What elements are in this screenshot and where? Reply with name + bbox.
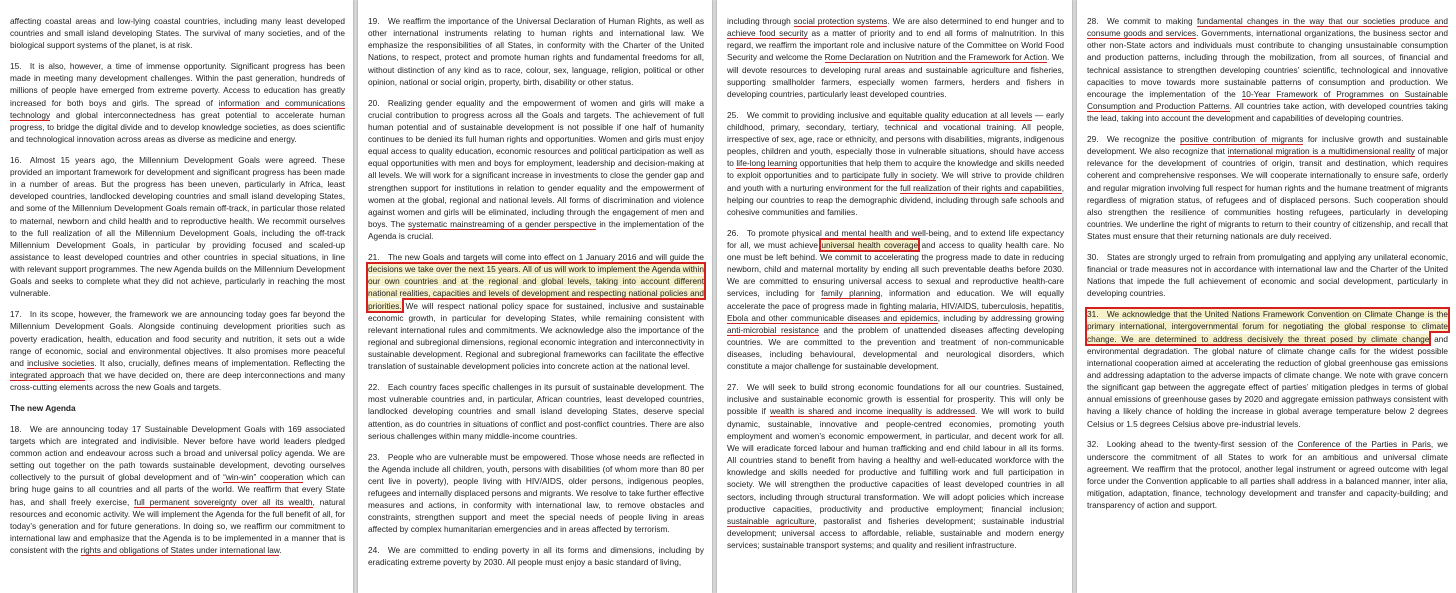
text-run: 20. Realizing gender equality and the empowerment of women and girls will make a crucial contribution to progress across all the Goals and targets. The achievement of full human potential and of sustainable development is not possible if one half of humanity continues to be denied its full human rights and opportunities. Women and girls must enjoy equal access to quality education, economic resources and political participation as well as equal opportunities with men and boys for employment, leadership and decision-making at all levels. We will work for a significant increase in investments to close the gender gap and strengthen support for institutions in relation to gender equality and the empowerment of women at the global, regional and national levels. All forms of discrimination and violence against women and girls will be eliminated, including through the engagement of men and boys. The <box>368 97 704 230</box>
underlined-annotation: 10-Year Framework of Programmes on Sustainable Consumption and Production Patterns <box>1087 88 1448 112</box>
text-run: The new Agenda <box>10 402 76 413</box>
text-run: 19. We reaffirm the importance of the Universal Declaration of Human Rights, as well as other international instruments relating to human rights and international law. We emphasize the responsibilities of all States, in conformity with the Charter of the United Nations, to respect, protect and promote human rights and fundamental freedoms for all, without distinction of any kind as to race, colour, sex, language, religion, political or other opinion, national or social origin, property, birth, disability or other status. <box>368 16 704 87</box>
paragraph <box>1087 251 1448 300</box>
text-run: . All countries take action, with developed countries taking the lead, taking into account the development and capabilities of developing countries. <box>1087 101 1448 124</box>
underlined-annotation: fighting malaria, HIV/AIDS, tuberculosis, hepatitis, Ebola and other communicable diseases and epidemics <box>727 300 1064 323</box>
paragraph <box>727 109 1064 218</box>
document-page-1 <box>0 0 353 593</box>
section-heading <box>10 402 345 414</box>
paragraph <box>10 423 345 557</box>
paragraph <box>10 308 345 393</box>
underlined-annotation: Conference of the Parties in Paris <box>1297 439 1431 450</box>
text-run: which can bring huge gains to all countries and all parts of the world. We reaffirm that every State has, and shall freely exercise, <box>10 472 345 507</box>
text-run: , pastoralist and fisheries development; sustainable industrial development; universal access to affordable, reliable, sustainable and modern energy services; sustainable transport systems; and quality and resilient infrastructure. <box>727 515 1064 551</box>
highlighted-annotation: 31. We acknowledge that the United Nations Framework Convention on Climate Change is the primary international, intergovernmental forum for negotiating the global response to climate change. We are determined to address decisively the threat posed by climate change <box>1087 309 1448 344</box>
text-run: opportunities that help them to acquire the knowledge and skills needed to exploit opportunities and to <box>727 158 1064 181</box>
text-run: that we have decided on, there are deep interconnections and many cross-cutting elements across the new Goals and targets. <box>10 370 345 393</box>
text-run: for inclusive growth and sustainable development. We also recognize that <box>1087 134 1448 157</box>
text-run: , helping our countries to reap the demographic dividend, including through safe schools and cohesive communities and families. <box>727 182 1064 217</box>
underlined-annotation: participate fully in society <box>841 170 937 181</box>
underlined-annotation: social protection systems <box>793 16 888 26</box>
text-run: 16. Almost 15 years ago, the Millennium Development Goals were agreed. These provided an important framework for development and significant progress has been made in a number of areas. But the progress has been uneven, particularly in Africa, least developed countries, landlocked developing countries and small island developing States, and some of the Millennium Development Goals remain off-track, in particular those related to maternal, newborn and child health and to reproductive health. We recommit ourselves to the full realization of all the Millennium Development Goals, including the off-track Millennium Development Goals, in particular by providing focused and scaled-up assistance to least developed countries and other countries in special situations, in line with relevant support programmes. The new Agenda builds on the Millennium Development Goals and seeks to complete what they did not achieve, particularly in reaching the most vulnerable. <box>10 154 345 299</box>
text-run: . We are also determined to end hunger and to <box>887 16 1064 26</box>
document-page-2 <box>358 0 712 593</box>
paragraph <box>1087 308 1448 430</box>
paragraph <box>1087 133 1448 242</box>
text-run: including through <box>727 16 794 26</box>
underlined-annotation: rights and obligations of States under international law <box>80 545 280 556</box>
underlined-annotation: fundamental changes in the way that our societies produce and consume goods and services <box>1087 16 1449 39</box>
underlined-annotation: “win-win” cooperation <box>223 472 304 483</box>
text-run: . We will work to build dynamic, sustainable, innovative and people-centred economies, promoting youth employment and women’s economic empowerment, in particular, and decent work for all. We will eradicate forced labour and human trafficking and end child labour in all its forms. All countries stand to benefit from having a healthy and well-educated workforce with the knowledge and skills needed for productive and fulfilling work and full participation in society. We will strengthen the productive capacities of least developed countries in all sectors, including through structural transformation. We will adopt policies which increase productive capacities, productivity and productive employment; financial inclusion; <box>727 406 1064 514</box>
text-run: , including by addressing growing <box>937 312 1064 323</box>
underlined-annotation: international migration is a multidimensional reality <box>1227 146 1415 157</box>
underlined-annotation: integrated approach <box>10 370 85 380</box>
text-run: 32. Looking ahead to the twenty-first session of the <box>1087 439 1298 450</box>
text-run: 22. Each country faces specific challenges in its pursuit of sustainable development. The most vulnerable countries and, in particular, African countries, least developed countries, landlocked developing countries and small island developing States, deserve special attention, as do countries in situations of conflict and post-conflict countries. There are also serious challenges within many middle-income countries. <box>368 382 704 441</box>
underlined-annotation: sustainable agriculture <box>727 515 815 526</box>
text-run: of major relevance for the development of countries of origin, transit and destination, which requires coherent and comprehensive responses. We will cooperate internationally to ensure safe, orderly and regular migration involving full respect for human rights and the humane treatment of migrants regardless of migration status, of refugees and of displaced persons. Such cooperation should also strengthen the resilience of communities hosting refugees, particularly in developing countries. We underline the right of migrants to return to their country of citizenship, and recall that States must ensure that their returning nationals are duly received. <box>1087 146 1448 242</box>
paragraph <box>368 97 704 243</box>
text-run: — early childhood, primary, secondary, tertiary, technical and vocational training. All people, irrespective of sex, age, race or ethnicity, and persons with disabilities, migrants, indigenous peoples, children and youth, especially those in vulnerable situations, should have access to <box>727 109 1065 169</box>
text-run: and global interconnectedness has great potential to accelerate human progress, to bridge the digital divide and to develop knowledge societies, as does scientific and technological innovation across areas as diverse as medicine and energy. <box>10 109 345 144</box>
highlighted-annotation: decisions we take over the next 15 years. All of us will work to implement the Agenda within our own countries and at the regional and global levels, taking into account different national realities, capacities and levels of development and respecting national policies and priorities. <box>368 264 704 311</box>
text-run: and access to quality health care. No one must be left behind. We commit to accelerating the progress made to date in reducing newborn, child and maternal mortality by ending all such preventable deaths before 2030. We are committed to ensuring universal access to sexual and reproductive health-care services, including for <box>727 239 1064 299</box>
underlined-annotation: inclusive societies <box>27 357 95 368</box>
text-run: as a matter of priority and to end all forms of malnutrition. In this regard, we reaffirm the important role and inclusive nature of the Committee on World Food Security and welcome the <box>727 28 1064 63</box>
text-run: , natural resources and economic activity. We will implement the Agenda for the full benefit of all, for today’s generation and for future generations. In doing so, we reaffirm our commitment to international law and emphasize that the Agenda is to be implemented in a manner that is consistent with the <box>10 496 345 556</box>
text-run: 27. We will seek to build strong economic foundations for all our countries. Sustained, inclusive and sustainable economic growth is essential for prosperity. This will only be possible if <box>727 382 1064 417</box>
underlined-annotation: family planning <box>821 288 881 299</box>
paragraph <box>10 15 345 51</box>
highlighted-annotation: universal health coverage <box>821 239 919 250</box>
text-run: , we underscore the commitment of all States to work for an ambitious and universal climate agreement. We reaffirm that the protocol, another legal instrument or agreed outcome with legal force under the Convention applicable to all parties shall address in a balanced manner, inter alia, mitigation, adaptation, finance, technology development and transfer and capacity-building; and transparency of action and support. <box>1087 439 1448 511</box>
text-run: 18. We are announcing today 17 Sustainable Development Goals with 169 associated targets which are integrated and indivisible. Never before have world leaders pledged common action and endeavour across such a broad and universal policy agenda. We are setting out together on the path towards sustainable development, devoting ourselves collectively to the pursuit of global development and of <box>10 423 345 483</box>
underlined-annotation: achieve food security <box>727 28 808 39</box>
text-run: . It also, crucially, defines means of implementation. Reflecting the <box>94 357 346 368</box>
text-run: 30. States are strongly urged to refrain from promulgating and applying any unilateral economic, financial or trade measures not in accordance with international law and the Charter of the United Nations that impede the full achievement of economic and social development, particularly in developing countries. <box>1087 252 1448 299</box>
underlined-annotation: information and communications technology <box>10 97 345 120</box>
underlined-annotation: full realization of their rights and capabilities <box>900 182 1062 193</box>
underlined-annotation: wealth is shared and income inequality is addressed <box>769 406 975 417</box>
paragraph <box>368 544 704 568</box>
underlined-annotation: equitable quality education at all levels <box>888 109 1033 120</box>
underlined-annotation: anti-microbial resistance <box>727 324 819 335</box>
paragraph <box>727 381 1064 551</box>
paragraph <box>368 15 704 88</box>
text-run: 17. In its scope, however, the framework we are announcing today goes far beyond the Millennium Development Goals. Alongside continuing development priorities such as poverty eradication, health, education and food security and nutrition, it sets out a wide range of economic, social and environmental objectives. It also promises more peaceful and <box>10 309 345 368</box>
text-run: 23. People who are vulnerable must be empowered. Those whose needs are reflected in the Agenda include all children, youth, persons with disabilities (of whom more than 80 per cent live in poverty), people living with HIV/AIDS, older persons, indigenous peoples, refugees and internally displaced persons and migrants. We resolve to take further effective measures and actions, in conformity with international law, to remove obstacles and constraints, strengthen support and meet the special needs of people living in areas affected by complex humanitarian emergencies and in areas affected by terrorism. <box>368 451 704 535</box>
paragraph <box>368 451 704 536</box>
text-run: 15. It is also, however, a time of immense opportunity. Significant progress has been made in meeting many development challenges. Within the past generation, hundreds of millions of people have emerged from extreme poverty. Access to education has greatly increased for both boys and girls. The spread of <box>10 61 345 108</box>
underlined-annotation: Rome Declaration on Nutrition and the Framework for Action <box>824 52 1048 63</box>
text-run: We will respect national policy space for sustained, inclusive and sustainable economic growth, in particular for developing States, while remaining consistent with relevant international rules and commitments. We acknowledge also the importance of the regional and subregional dimensions, regional economic integration and interconnectivity in sustainable development. Regional and subregional frameworks can facilitate the effective translation of sustainable development policies into concrete action at the national level. <box>368 300 704 372</box>
text-run: . We will devote resources to developing rural areas and sustainable agriculture and fisheries, supporting smallholder farmers, especially women farmers, herders and fishers in developing countries, particularly least developed countries. <box>727 52 1065 99</box>
underlined-annotation: systematic mainstreaming of a gender perspective <box>407 219 597 230</box>
underlined-annotation: full permanent sovereignty over all its wealth <box>134 496 313 507</box>
text-run: 26. To promote physical and mental health and well-being, and to extend life expectancy for all, we must achieve <box>727 227 1064 250</box>
text-run: 28. We commit to making <box>1087 16 1197 26</box>
text-run: . We will strive to provide children and youth with a nurturing environment for the <box>727 170 1064 193</box>
document-page-4 <box>1077 0 1456 593</box>
text-run: and the problem of unattended diseases affecting developing countries. We are committed to the prevention and treatment of non-communicable diseases, including behavioural, developmental and neurological disorders, which constitute a major challenge for sustainable development. <box>727 324 1064 372</box>
paragraph <box>10 154 345 300</box>
paragraph <box>10 60 345 145</box>
text-run: 21. The new Goals and targets will come into effect on 1 January 2016 and will guide the <box>368 252 704 262</box>
text-run: in the implementation of the Agenda is crucial. <box>368 219 704 242</box>
text-run: 25. We commit to providing inclusive and <box>727 109 889 120</box>
paragraph <box>727 15 1064 100</box>
text-run: 24. We are committed to ending poverty in all its forms and dimensions, including by eradicating extreme poverty by 2030. All people must enjoy a basic standard of living, <box>368 545 704 568</box>
text-run: , information and education. We will equally accelerate the pace of progress made in <box>727 288 1064 311</box>
text-run: 29. We recognize the <box>1087 134 1181 144</box>
paragraph <box>1087 438 1448 511</box>
underlined-annotation: positive contribution of migrants <box>1180 134 1304 144</box>
text-run: and environmental degradation. The global nature of climate change calls for the widest possible international cooperation aimed at accelerating the reduction of global greenhouse gas emissions and addressing adaptation to the adverse impacts of climate change. We note with grave concern the significant gap between the aggregate effect of parties’ mitigation pledges in terms of global annual emissions of greenhouse gases by 2020 and aggregate emission pathways consistent with having a likely chance of holding the increase in global average temperature below 2 degrees Celsius or 1.5 degrees Celsius above pre-industrial levels. <box>1087 333 1448 429</box>
text-run: . Governments, international organizations, the business sector and other non-State actors and individuals must contribute to changing unsustainable consumption and production patterns, including through the mobilization, from all sources, of financial and technical assistance to strengthen developing countries’ scientific, technological and innovative capacities to move towards more sustainable patterns of consumption and production. We encourage the implementation of the <box>1087 28 1449 99</box>
document-page-3 <box>717 0 1072 593</box>
underlined-annotation: life-long learning <box>736 158 798 169</box>
paragraph <box>368 251 704 373</box>
text-run: . <box>279 545 282 556</box>
paragraph <box>1087 15 1448 124</box>
text-run: affecting coastal areas and low-lying coastal countries, including many least developed countries and small island developing States. The survival of many societies, and of the biological support systems of the planet, is at risk. <box>10 16 345 51</box>
paragraph <box>368 381 704 442</box>
paragraph <box>727 227 1064 373</box>
